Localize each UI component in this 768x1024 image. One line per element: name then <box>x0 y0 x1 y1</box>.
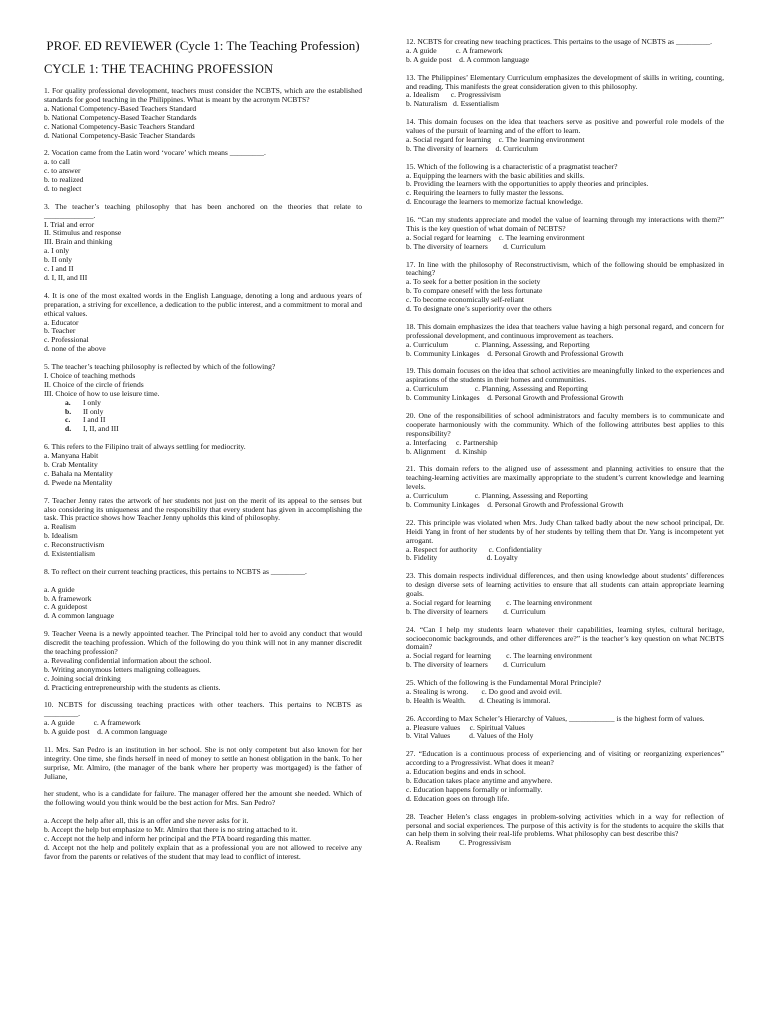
answer-option: b. Teacher <box>44 326 76 336</box>
answer-option: a. Equipping the learners with the basic abilities and skills. <box>406 170 585 180</box>
question-stem: 10. NCBTS for discussing teaching practices with other teachers. This pertains to NCBTS as _________. <box>44 700 362 719</box>
left-column <box>44 38 362 871</box>
answer-option: c. To become economically self-reliant <box>406 295 525 305</box>
option-letter: d. <box>65 424 72 434</box>
question-stem: 23. This domain respects individual differences, and then using knowledge about students’ differences to design diverse sets of learning activities to ensure that all students can attain appropriate learning goals. <box>406 571 724 599</box>
question-item <box>44 149 362 194</box>
question-stem: 7. Teacher Jenny rates the artwork of her students not just on the merit of its appeal to the senses but also considering its uniqueness and the responsibility that every student has given in accomplishing the task. This practice shows how Teacher Jenny upholds this kind of philosophy. <box>44 495 362 523</box>
question-item <box>406 750 724 803</box>
option-text: II only <box>83 406 104 416</box>
answer-option: b. National Competency-Based Teacher Standards <box>44 112 197 122</box>
answer-option: a. Curriculum c. Planning, Assessing and Reporting <box>406 491 588 501</box>
question-stem: 16. “Can my students appreciate and model the value of learning through my interactions with them?” This is the key question of what domain of NCBTS? <box>406 215 724 233</box>
answer-option: b. Writing anonymous letters maligning colleagues. <box>44 664 201 674</box>
question-stem: her student, who is a candidate for failure. The manager offered her the amount she needed. Which of the following would you think would be the best action for Mrs. San Pedro? <box>44 789 362 808</box>
answer-option: III. Choice of how to use leisure time. <box>44 388 160 398</box>
question-item <box>44 87 362 140</box>
question-item <box>44 568 362 621</box>
question-item <box>44 497 362 559</box>
answer-option: a. Accept the help after all, this is an offer and she never asks for it. <box>44 816 249 826</box>
question-stem: 13. The Philippines’ Elementary Curriculum emphasizes the development of skills in writing, counting, and reading. This manifests the great consideration given to this philosophy. <box>406 72 724 91</box>
question-stem: 4. It is one of the most exalted words in the English Language, denoting a long and arduous years of preparation, a striving for excellence, a dedication to the public interest, and a commitment to moral and ethical values. <box>44 290 362 318</box>
answer-option: d. Practicing entrepreneurship with the students as clients. <box>44 682 221 692</box>
question-stem: 24. “Can I help my students learn whatever their capabilities, learning styles, cultural heritage, socioeconomic backgrounds, and other differences are?” is the teacher’s key question on what NCBTS domain? <box>406 624 724 652</box>
answer-option: a. Social regard for learning c. The learning environment <box>406 651 593 661</box>
answer-option: c. Requiring the learners to fully master the lessons. <box>406 188 564 198</box>
option-text: I only <box>83 397 101 407</box>
question-stem: 11. Mrs. San Pedro is an institution in her school. She is not only competent but also known for her integrity. One time, she finds herself in need of money to settle an honest obligation in the bank. To her surprise, Mr. Almiro, (the manager of the bank where her property was mortgaged) is the father of Juliane, <box>44 744 362 781</box>
answer-option: b. II only <box>44 255 73 265</box>
spacer <box>44 577 362 586</box>
right-question-list <box>406 38 724 848</box>
answer-option: a. Respect for authority c. Confidentiality <box>406 544 542 554</box>
answer-option <box>65 408 362 417</box>
answer-option: b. Community Linkages d. Personal Growth and Professional Growth <box>406 499 624 509</box>
answer-option: d. Education goes on through life. <box>406 793 510 803</box>
answer-option: d. I, II, and III <box>44 273 88 282</box>
answer-option: b. Crab Mentality <box>44 459 98 469</box>
answer-option: d. none of the above <box>44 344 106 354</box>
answer-option <box>65 399 362 408</box>
answer-option: A. Realism C. Progressivism <box>406 838 512 848</box>
answer-option: II. Stimulus and response <box>44 228 122 238</box>
question-item <box>406 412 724 457</box>
answer-option: a. Education begins and ends in school. <box>406 767 526 777</box>
answer-option: b. A framework <box>44 593 92 603</box>
question-item <box>406 572 724 617</box>
right-column <box>406 38 724 857</box>
answer-option: c. to answer <box>44 166 81 176</box>
answer-option: b. Naturalism d. Essentialism <box>406 99 500 109</box>
question-stem: 27. “Education is a continuous process of experiencing and of visiting or reorganizing experiences” according to a Progressivist. What does it mean? <box>406 749 724 768</box>
question-stem: 14. This domain focuses on the idea that teachers serve as positive and powerful role models of the values of the pursuit of learning and of the effort to learn. <box>406 117 724 136</box>
answer-option: b. Providing the learners with the opportunities to apply theories and principles. <box>406 179 649 189</box>
answer-option: III. Brain and thinking <box>44 237 113 247</box>
answer-option: b. Accept the help but emphasize to Mr. Almiro that there is no string attached to it. <box>44 825 298 835</box>
answer-option: a. Social regard for learning c. The learning environment <box>406 597 593 607</box>
answer-option: d. A common language <box>44 611 115 621</box>
question-item <box>406 715 724 742</box>
answer-option: b. A guide post d. A common language <box>406 54 530 64</box>
answer-option: b. Community Linkages d. Personal Growth and Professional Growth <box>406 348 624 358</box>
question-item <box>44 292 362 354</box>
answer-option: b. The diversity of learners d. Curriculum <box>406 241 546 251</box>
question-item <box>44 790 362 861</box>
question-stem: 15. Which of the following is a characteristic of a pragmatist teacher? <box>406 161 618 171</box>
question-item <box>406 367 724 403</box>
question-item <box>44 363 362 434</box>
answer-option: d. to neglect <box>44 183 82 193</box>
answer-option: a. A guide <box>44 584 75 594</box>
answer-option: c. Professional <box>44 335 89 345</box>
answer-option: I. Choice of teaching methods <box>44 370 136 380</box>
question-stem: 8. To reflect on their current teaching practices, this pertains to NCBTS as _________. <box>44 566 307 576</box>
answer-option: c. A guidepost <box>44 602 88 612</box>
answer-option: c. National Competency-Basic Teachers Standard <box>44 121 195 131</box>
question-item <box>406 679 724 706</box>
question-stem: 2. Vocation came from the Latin word ‘vocare’ which means _________. <box>44 148 266 158</box>
answer-option: a. Revealing confidential information about the school. <box>44 655 212 665</box>
answer-option: a. Social regard for learning c. The learning environment <box>406 232 585 242</box>
question-item <box>406 465 724 510</box>
answer-option: c. I and II <box>44 264 74 274</box>
answer-option: a. To seek for a better position in the society <box>406 277 541 287</box>
question-item <box>44 630 362 692</box>
answer-option: b. Alignment d. Kinship <box>406 446 487 456</box>
question-stem: 1. For quality professional development, teachers must consider the NCBTS, which are the established standards for good teaching in the Philippines. What is meant by the acronym NCBTS? <box>44 86 362 104</box>
answer-option: a. Curriculum c. Planning, Assessing and Reporting <box>406 384 588 394</box>
question-item <box>44 203 362 283</box>
answer-option: c. Reconstructivism <box>44 540 105 550</box>
answer-option: a. to call <box>44 157 70 167</box>
answer-option: a. Curriculum c. Planning, Assessing, and Reporting <box>406 339 590 349</box>
answer-option: d. To designate one’s superiority over the others <box>406 304 552 314</box>
question-item <box>406 519 724 564</box>
answer-option: d. Pwede na Mentality <box>44 477 113 487</box>
answer-option: b. The diversity of learners d. Curriculum <box>406 606 546 616</box>
answer-option: a. Pleasure values c. Spiritual Values <box>406 722 526 732</box>
answer-option: a. Social regard for learning c. The learning environment <box>406 134 585 144</box>
answer-option: b. Education takes place anytime and anywhere. <box>406 775 553 785</box>
answer-option: II. Choice of the circle of friends <box>44 379 144 389</box>
answer-option: b. The diversity of learners d. Curriculum <box>406 143 539 153</box>
question-item <box>44 746 362 782</box>
question-item <box>44 701 362 737</box>
answer-option: a. Stealing is wrong. c. Do good and avoid evil. <box>406 686 562 696</box>
answer-option: d. National Competency-Basic Teacher Standards <box>44 130 195 140</box>
cycle-heading: CYCLE 1: THE TEACHING PROFESSION <box>44 62 274 76</box>
answer-option: a. Manyana Habit <box>44 451 99 461</box>
answer-option: a. Interfacing c. Partnership <box>406 437 498 447</box>
option-text: I and II <box>83 415 106 425</box>
question-item <box>406 813 724 849</box>
answer-option: a. Educator <box>44 317 79 327</box>
question-stem: 25. Which of the following is the Fundamental Moral Principle? <box>406 678 602 688</box>
question-stem: 6. This refers to the Filipino trait of always settling for mediocrity. <box>44 442 246 452</box>
question-stem: 3. The teacher’s teaching philosophy that has been anchored on the theories that relate to _____________. <box>44 201 362 220</box>
question-stem: 28. Teacher Helen’s class engages in problem-solving activities which in a way for reflection of personal and social experiences. The purpose of this activity is for the students to acquire the skills that can help them in solving their real-life problems. What philosophy can best describe this? <box>406 811 724 839</box>
answer-option: b. To compare oneself with the less fortunate <box>406 286 543 296</box>
answer-option: b. A guide post d. A common language <box>44 727 168 737</box>
question-item <box>44 443 362 488</box>
answer-option: b. Health is Wealth. d. Cheating is immoral. <box>406 695 551 705</box>
question-item <box>406 323 724 359</box>
answer-option: a. National Competency-Based Teachers Standard <box>44 103 197 113</box>
answer-option: c. Accept not the help and inform her principal and the PTA board regarding this matter. <box>44 833 311 843</box>
question-stem: 19. This domain focuses on the idea that school activities are meaningfully linked to the experiences and aspirations of the students in their homes and communities. <box>406 366 724 385</box>
answer-option: a. I only <box>44 246 70 256</box>
question-stem: 17. In line with the philosophy of Reconstructivism, which of the following should be emphasized in teaching? <box>406 259 724 278</box>
answer-option: d. Accept not the help and politely explain that as a professional you are not allowed to receive any favor from the parents or relatives of the student that may lead to conflict of interest. <box>44 842 362 861</box>
question-stem: 26. According to Max Scheler’s Hierarchy of Values, ____________ is the highest form of values. <box>406 713 705 723</box>
answer-option: a. Realism <box>44 522 77 532</box>
answer-option: a. Idealism c. Progressivism <box>406 90 501 100</box>
answer-option: d. Encourage the learners to memorize factual knowledge. <box>406 197 583 207</box>
answer-option: a. A guide c. A framework <box>406 45 503 55</box>
answer-option-list <box>44 399 362 435</box>
answer-option: c. Joining social drinking <box>44 673 121 683</box>
question-stem: 5. The teacher’s teaching philosophy is reflected by which of the following? <box>44 362 276 372</box>
answer-option: b. Fidelity d. Loyalty <box>406 553 518 563</box>
option-letter: a. <box>65 397 71 407</box>
answer-option: c. Education happens formally or informally. <box>406 784 543 794</box>
answer-option: a. A guide c. A framework <box>44 718 141 728</box>
answer-option: b. to realized <box>44 175 84 185</box>
question-stem: 22. This principle was violated when Mrs. Judy Chan talked badly about the new school principal, Dr. Heidi Yang in front of her students by of her students by telling them that Dr. Yang is incompetent yet arrogant. <box>406 517 724 545</box>
answer-option: d. Existentialism <box>44 549 96 559</box>
option-letter: b. <box>65 406 72 416</box>
question-item <box>406 626 724 671</box>
answer-option: b. Community Linkages d. Personal Growth and Professional Growth <box>406 393 624 403</box>
question-stem: 21. This domain refers to the aligned use of assessment and planning activities to ensure that the teaching-learning activities are maximally appropriate to the student’s current knowledge and learning levels. <box>406 464 724 492</box>
question-item <box>406 261 724 314</box>
answer-option: c. Bahala na Mentality <box>44 468 113 478</box>
answer-option: b. Idealism <box>44 531 78 541</box>
question-stem: 9. Teacher Veena is a newly appointed teacher. The Principal told her to avoid any conduct that would discredit the teaching profession. Which of the following do you think will not in any manner discredit the teaching profession? <box>44 629 362 656</box>
answer-option: b. Vital Values d. Values of the Holy <box>406 731 534 741</box>
question-item <box>406 118 724 154</box>
question-stem: 12. NCBTS for creating new teaching practices. This pertains to the usage of NCBTS as _________. <box>406 37 713 46</box>
answer-option: b. The diversity of learners d. Curriculum <box>406 660 546 670</box>
answer-option: I. Trial and error <box>44 219 95 229</box>
question-stem: 18. This domain emphasizes the idea that teachers value having a high personal regard, and concern for professional development, and continuous improvement as teachers. <box>406 321 724 340</box>
option-text: I, II, and III <box>83 424 119 434</box>
option-letter: c. <box>65 415 71 425</box>
left-question-list <box>44 87 362 862</box>
question-item <box>406 163 724 208</box>
question-stem: 20. One of the responsibilities of school administrators and faculty members is to communicate and cooperate harmoniously with the community. Which of the following attributes best applies to this responsibility? <box>406 410 724 438</box>
document-title: PROF. ED REVIEWER (Cycle 1: The Teaching Profession) <box>46 38 360 53</box>
question-item <box>406 38 724 65</box>
question-item <box>406 74 724 110</box>
question-item <box>406 216 724 252</box>
answer-option <box>65 425 362 434</box>
